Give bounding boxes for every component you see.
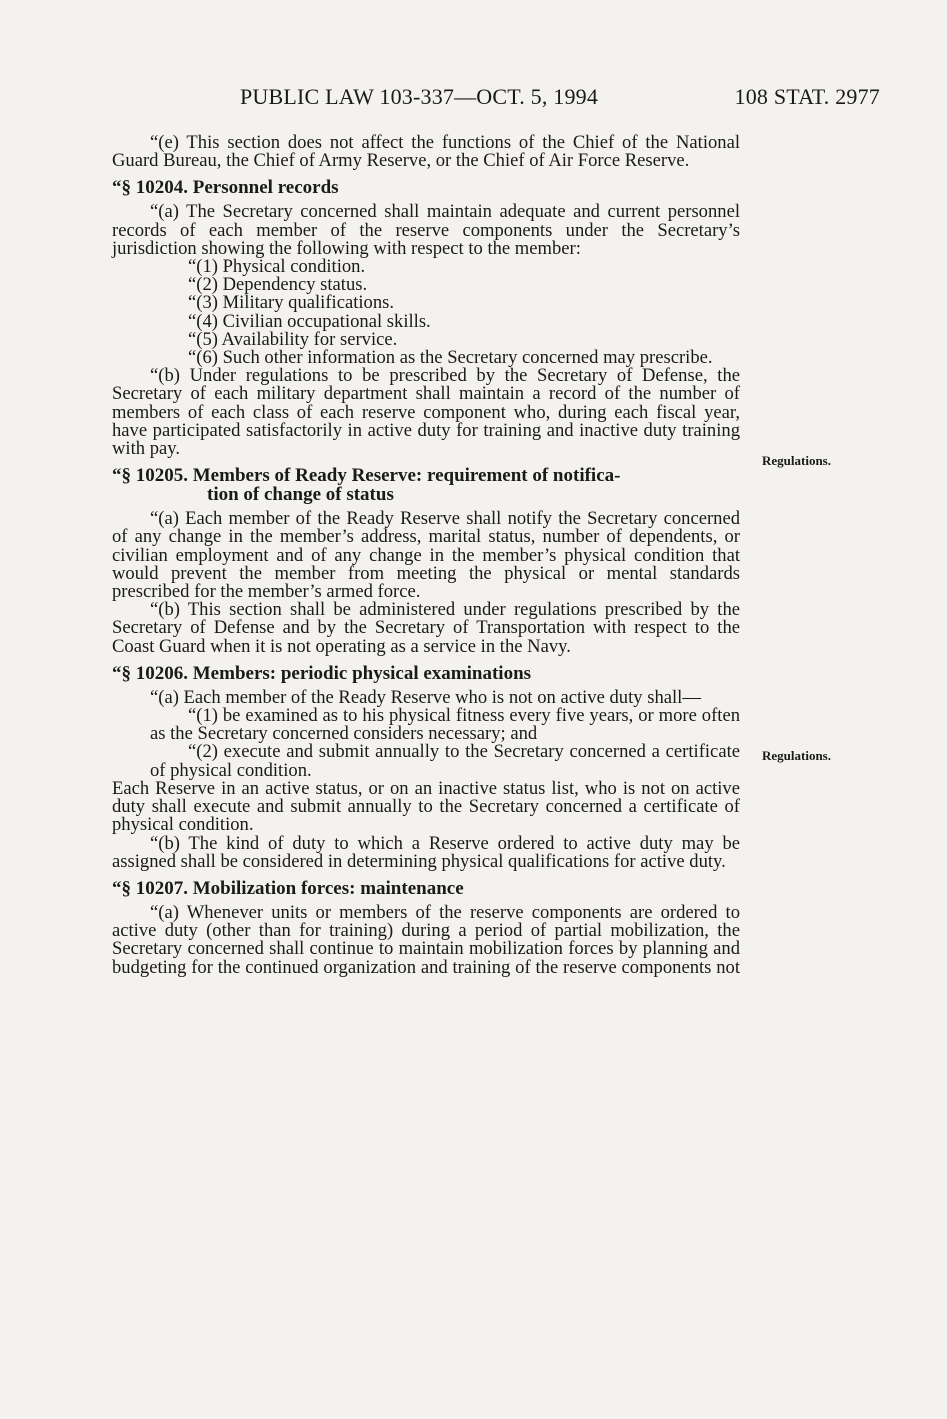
paragraph-e: “(e) This section does not affect the functions of the Chief of the National Guard Bureau, the Chief of Army Reserve, or the Chief of Air Force Reserve. xyxy=(112,132,740,172)
paragraph-10206-a: “(a) Each member of the Ready Reserve who is not on active duty shall— xyxy=(150,686,701,708)
document-body xyxy=(112,134,740,977)
list-item-6: “(6) Such other information as the Secretary concerned may prescribe. xyxy=(188,347,713,369)
paragraph-10206-each: Each Reserve in an active status, or on an inactive status list, who is not on active duty shall execute and submit annually to the Secretary concerned a certificate of physical condition. xyxy=(112,777,740,836)
section-heading-10206: “§ 10206. Members: periodic physical examinations xyxy=(112,662,532,684)
statute-page-number: 108 STAT. 2977 xyxy=(734,84,880,109)
section-heading-10207: “§ 10207. Mobilization forces: maintenance xyxy=(112,877,464,899)
section-heading-10205-line2: tion of change of status xyxy=(207,484,394,506)
paragraph-10206-a2: “(2) execute and submit annually to the Secretary concerned a certificate of physical condition. xyxy=(150,741,740,781)
paragraph-10204-a: “(a) The Secretary concerned shall maintain adequate and current personnel records of each member of the reserve components under the Secretary’s jurisdiction showing the following with respect to the member: xyxy=(112,201,740,259)
paragraph-10205-b: “(b) This section shall be administered under regulations prescribed by the Secretary of Defense and by the Secretary of Transportation with respect to the Coast Guard when it is not operating as a service in the Navy. xyxy=(112,599,740,657)
law-citation: PUBLIC LAW 103-337—OCT. 5, 1994 xyxy=(240,84,599,109)
section-heading-10205-line1: “§ 10205. Members of Ready Reserve: requirement of notifica- xyxy=(112,465,621,487)
paragraph-10205-a: “(a) Each member of the Ready Reserve shall notify the Secretary concerned of any change in the member’s address, marital status, number of dependents, or civilian employment and of any change in the member’s physical condition that would prevent the member from meeting the physical or mental standards prescribed for the member’s armed force. xyxy=(112,508,740,603)
list-item-1: “(1) Physical condition. xyxy=(188,256,366,278)
paragraph-10204-b: “(b) Under regulations to be prescribed by the Secretary of Defense, the Secretary of each military department shall maintain a record of the number of members of each class of each reserve component who, during each fiscal year, have participated satisfactorily in active duty for training and inactive duty training with pay. xyxy=(112,365,740,460)
list-item-5: “(5) Availability for service. xyxy=(188,328,398,350)
paragraph-10206-b: “(b) The kind of duty to which a Reserve ordered to active duty may be assigned shall be considered in determining physical qualifications for active duty. xyxy=(112,832,740,872)
list-item-4: “(4) Civilian occupational skills. xyxy=(188,310,431,332)
paragraph-10206-a1: “(1) be examined as to his physical fitness every five years, or more often as the Secretary concerned considers necessary; and xyxy=(150,705,740,745)
list-item-2: “(2) Dependency status. xyxy=(188,274,368,296)
page-header xyxy=(240,84,880,114)
section-heading-10205 xyxy=(112,466,740,504)
margin-note-regulations-2: Regulations. xyxy=(762,748,831,763)
list-item-3: “(3) Military qualifications. xyxy=(188,292,395,314)
paragraph-10207-a: “(a) Whenever units or members of the reserve components are ordered to active duty (other than for training) during a period of partial mobilization, the Secretary concerned shall continue to maintain mobilization forces by planning and budgeting for the continued organization and training of the reserve components not xyxy=(112,901,740,978)
section-heading-10204: “§ 10204. Personnel records xyxy=(112,177,339,199)
margin-note-regulations-1: Regulations. xyxy=(762,453,831,468)
